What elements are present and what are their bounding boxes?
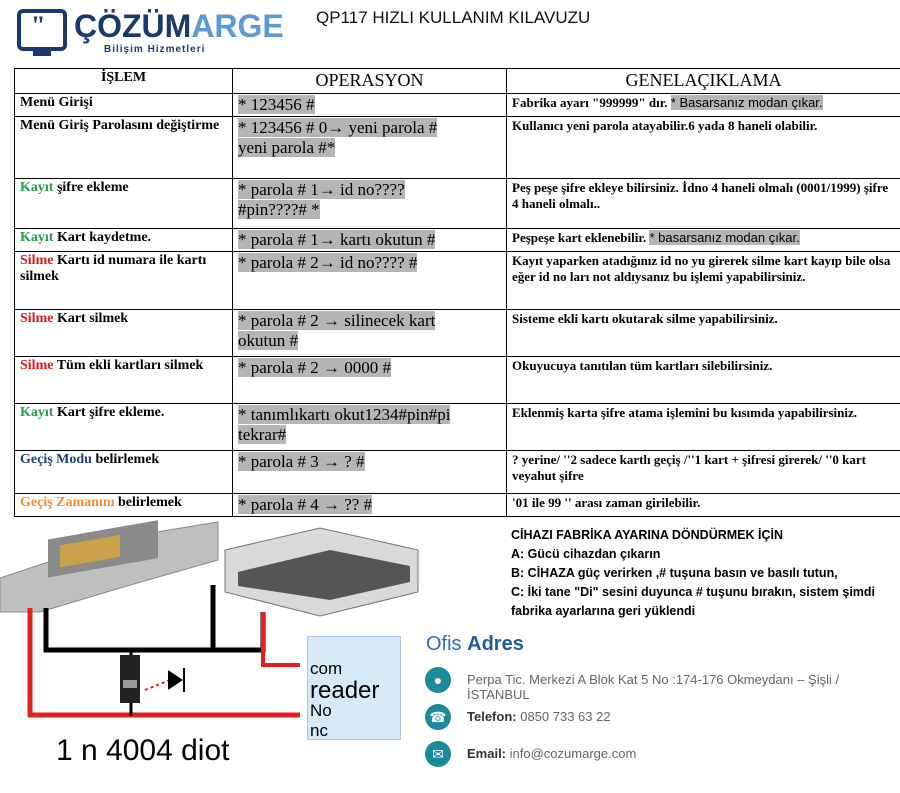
instructions-table bbox=[14, 68, 900, 517]
action-cell: Kayıt Kart şifre ekleme. bbox=[15, 404, 233, 451]
description-cell: ? yerine/ ''2 sadece kartlı geçiş /''1 kart + şifresi girerek/ ''0 kart veyahut şifre bbox=[507, 451, 900, 494]
electric-lock-icon bbox=[0, 520, 218, 612]
operation-cell: * tanımlıkartı okut1234#pin#pi tekrar# bbox=[233, 404, 507, 451]
action-cell: Menü Girişi bbox=[15, 94, 233, 117]
table-row bbox=[15, 252, 900, 310]
logo-text: ÇÖZÜMARGE bbox=[74, 8, 284, 44]
table-header-row bbox=[15, 69, 900, 94]
operation-cell: * 123456 # 0→ yeni parola # yeni parola #* bbox=[233, 117, 507, 179]
description-cell: '01 ile 99 '' arası zaman girilebilir. bbox=[507, 494, 900, 517]
table-row bbox=[15, 117, 900, 179]
description-cell: Peş peşe şifre ekleye bilirsiniz. İdno 4 haneli olmalı (0001/1999) şifre 4 haneli olmalı.. bbox=[507, 179, 900, 229]
description-cell: Peşpeşe kart eklenebilir. * basarsanız modan çıkar. bbox=[507, 229, 900, 252]
table-row bbox=[15, 94, 900, 117]
office-title: Ofis Adres bbox=[426, 633, 524, 655]
document-title: QP117 HIZLI KULLANIM KILAVUZU bbox=[316, 8, 591, 27]
header-islem: İŞLEM bbox=[15, 69, 233, 94]
operation-cell: * 123456 # bbox=[233, 94, 507, 117]
action-cell: Kayıt şifre ekleme bbox=[15, 179, 233, 229]
operation-cell: * parola # 2 → silinecek kart okutun # bbox=[233, 310, 507, 357]
table-row bbox=[15, 229, 900, 252]
table-row bbox=[15, 179, 900, 229]
reader-no-label: No bbox=[310, 701, 332, 720]
action-cell: Silme Tüm ekli kartları silmek bbox=[15, 357, 233, 404]
office-phone: Telefon: 0850 733 63 22 bbox=[467, 709, 611, 724]
description-cell: Kullanıcı yeni parola atayabilir.6 yada 8 haneli olabilir. bbox=[507, 117, 900, 179]
action-cell: Silme Kartı id numara ile kartı silmek bbox=[15, 252, 233, 310]
diode-label: 1 n 4004 diot bbox=[56, 734, 230, 767]
reset-step-b: B: CİHAZA güç verirken ,# tuşuna basın ve basılı tutun, bbox=[511, 566, 838, 580]
action-cell: Geçiş Modu belirlemek bbox=[15, 451, 233, 494]
action-cell: Menü Giriş Parolasını değiştirme bbox=[15, 117, 233, 179]
action-cell: Geçiş Zamanını belirlemek bbox=[15, 494, 233, 517]
location-pin-icon: ● bbox=[425, 667, 451, 693]
reader-title: reader bbox=[310, 677, 380, 704]
logo-icon: " bbox=[17, 9, 67, 51]
table-row bbox=[15, 451, 900, 494]
operation-cell: * parola # 1→ id no???? #pin????# * bbox=[233, 179, 507, 229]
description-cell: Fabrika ayarı "999999" dır. * Basarsanız modan çıkar. bbox=[507, 94, 900, 117]
header-aciklama: GENELAÇIKLAMA bbox=[507, 69, 900, 94]
reset-title: CİHAZI FABRİKA AYARINA DÖNDÜRMEK İÇİN bbox=[511, 528, 784, 542]
diode-icon bbox=[120, 650, 184, 716]
operation-cell: * parola # 2 → 0000 # bbox=[233, 357, 507, 404]
table-row bbox=[15, 494, 900, 517]
reader-box bbox=[307, 636, 401, 740]
table-row bbox=[15, 357, 900, 404]
reset-step-a: A: Gücü cihazdan çıkarın bbox=[511, 547, 661, 561]
table-row bbox=[15, 404, 900, 451]
table-row bbox=[15, 310, 900, 357]
phone-icon: ☎ bbox=[425, 704, 451, 730]
description-cell: Eklenmiş karta şifre atama işlemini bu kısımda yapabilirsiniz. bbox=[507, 404, 900, 451]
email-icon: ✉ bbox=[425, 741, 451, 767]
description-cell: Sisteme ekli kartı okutarak silme yapabilirsiniz. bbox=[507, 310, 900, 357]
reader-com-label: com bbox=[310, 659, 343, 678]
office-email[interactable]: Email: info@cozumarge.com bbox=[467, 746, 637, 761]
reset-step-c: C: İki tane "Di" sesini duyunca # tuşunu bırakın, sistem şimdi fabrika ayarlarına geri yüklendi bbox=[511, 585, 876, 618]
operation-cell: * parola # 1→ kartı okutun # bbox=[233, 229, 507, 252]
office-address: Perpa Tic. Merkezi A Blok Kat 5 No :174-176 Okmeydanı – Şişli / İSTANBUL bbox=[467, 672, 840, 702]
header-operasyon: OPERASYON bbox=[233, 69, 507, 94]
description-cell: Kayıt yaparken atadığınız id no yu girerek silme kart kayıp bile olsa eğer id no ları not aldıysanız bu işlemi yapabilirsiniz. bbox=[507, 252, 900, 310]
action-cell: Kayıt Kart kaydetme. bbox=[15, 229, 233, 252]
power-supply-icon bbox=[225, 528, 418, 616]
logo-subtitle: Bilişim Hizmetleri bbox=[104, 44, 206, 55]
factory-reset-instructions bbox=[511, 526, 896, 621]
operation-cell: * parola # 2→ id no???? # bbox=[233, 252, 507, 310]
action-cell: Silme Kart silmek bbox=[15, 310, 233, 357]
operation-cell: * parola # 3 → ? # bbox=[233, 451, 507, 494]
operation-cell: * parola # 4 → ?? # bbox=[233, 494, 507, 517]
reader-nc-label: nc bbox=[310, 721, 328, 740]
description-cell: Okuyucuya tanıtılan tüm kartları silebilirsiniz. bbox=[507, 357, 900, 404]
logo-stand bbox=[33, 50, 51, 56]
